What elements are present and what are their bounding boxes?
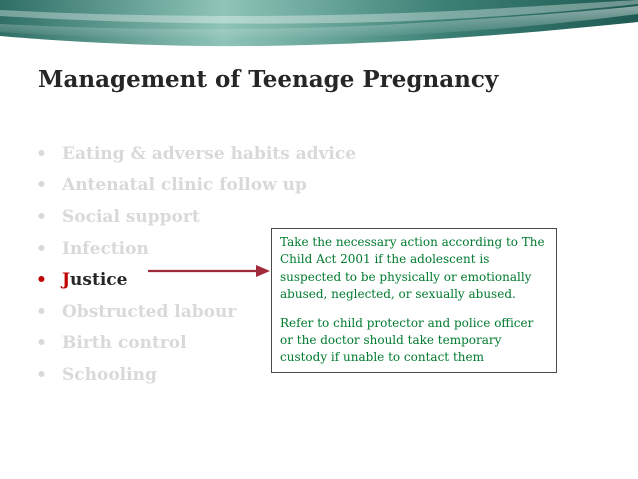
bullet-icon: • [36, 364, 47, 385]
list-item [36, 170, 356, 202]
bullet-label: Infection [62, 238, 149, 259]
bullet-icon: • [36, 143, 47, 164]
bullet-icon: • [36, 206, 47, 227]
bullet-icon: • [36, 175, 47, 196]
bullet-icon: • [36, 333, 47, 354]
slide-title: Management of Teenage Pregnancy [38, 66, 499, 93]
bullet-label: Schooling [62, 364, 157, 385]
bullet-label: Eating & adverse habits advice [62, 143, 357, 164]
bullet-label: Birth control [62, 333, 187, 354]
callout-box [271, 228, 557, 373]
bullet-label: Justice [62, 270, 128, 291]
list-item [36, 138, 356, 170]
callout-text-action: Take the necessary action according to The Child Act 2001 if the adolescent is suspected to be physically or emotionally abused, neglected, or sexually abused. [280, 235, 545, 302]
bullet-label: Antenatal clinic follow up [62, 175, 307, 196]
bullet-label: Social support [62, 206, 200, 227]
bullet-icon: • [36, 238, 47, 259]
bullet-icon: • [36, 301, 47, 322]
bullet-icon: • [36, 270, 47, 291]
decorative-banner [0, 0, 638, 48]
bullet-label: Obstructed labour [62, 301, 237, 322]
arrow-right-icon [148, 264, 272, 278]
callout-text-referral: Refer to child protector and police officer or the doctor should take temporary custody if unable to contact them [280, 315, 534, 365]
